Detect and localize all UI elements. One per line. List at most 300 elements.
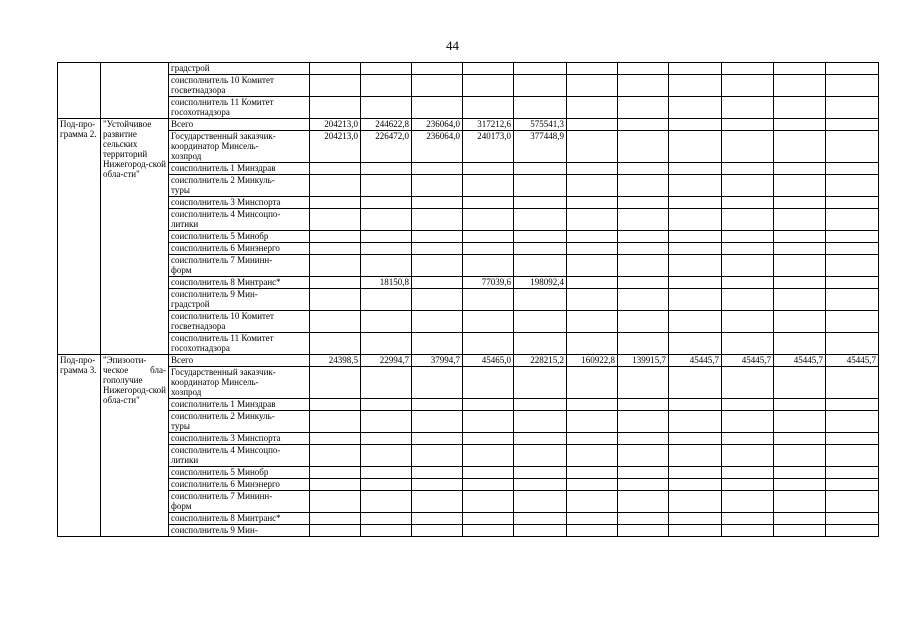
value-cell <box>463 525 514 537</box>
executor-cell <box>169 131 310 163</box>
executor-cell <box>169 75 310 97</box>
value-cell <box>463 445 514 467</box>
value-cell <box>669 131 722 163</box>
executor-line: соисполнитель 11 Комитет <box>171 97 274 107</box>
executor-line: соисполнитель 9 Мин- <box>171 289 258 299</box>
value-cell <box>567 467 618 479</box>
value-cell <box>826 175 879 197</box>
executor-line: соисполнитель 7 Мининн- <box>171 255 273 265</box>
value-cell <box>412 467 463 479</box>
executor-line: хозпрод <box>171 151 202 161</box>
value-cell <box>310 175 361 197</box>
value-cell <box>618 131 669 163</box>
value-cell: 204213,0 <box>310 131 361 163</box>
value-cell <box>826 479 879 491</box>
value-cell <box>618 119 669 131</box>
value-cell <box>669 513 722 525</box>
value-cell <box>774 131 826 163</box>
executor-line: соисполнитель 1 Минздрав <box>171 163 276 173</box>
value-cell <box>567 243 618 255</box>
value-cell <box>567 289 618 311</box>
value-cell <box>412 175 463 197</box>
value-cell <box>567 75 618 97</box>
executor-cell <box>169 209 310 231</box>
value-cell <box>826 433 879 445</box>
value-cell <box>669 255 722 277</box>
executor-line: госветнадзора <box>171 321 226 331</box>
value-cell <box>722 433 774 445</box>
value-cell <box>722 311 774 333</box>
value-cell <box>669 411 722 433</box>
value-cell <box>412 75 463 97</box>
value-cell <box>310 197 361 209</box>
value-cell <box>826 131 879 163</box>
value-cell <box>722 445 774 467</box>
value-cell <box>826 399 879 411</box>
value-cell: 236064,0 <box>412 131 463 163</box>
value-cell <box>310 97 361 119</box>
value-cell <box>310 75 361 97</box>
table-row <box>58 367 879 399</box>
executor-line: соисполнитель 3 Минспорта <box>171 433 281 443</box>
value-cell <box>618 311 669 333</box>
value-cell <box>774 399 826 411</box>
value-cell: 22994,7 <box>361 355 412 367</box>
value-cell <box>774 163 826 175</box>
value-cell: 45445,7 <box>722 355 774 367</box>
value-cell <box>361 525 412 537</box>
value-cell <box>412 277 463 289</box>
executor-line: Государственный заказчик- <box>171 367 276 377</box>
value-cell <box>618 445 669 467</box>
value-cell <box>722 333 774 355</box>
value-cell <box>463 311 514 333</box>
executor-line: соисполнитель 2 Минкуль- <box>171 411 275 421</box>
value-cell <box>774 367 826 399</box>
executor-cell <box>169 163 310 175</box>
value-cell <box>412 479 463 491</box>
value-cell <box>361 311 412 333</box>
value-cell <box>618 399 669 411</box>
value-cell <box>412 97 463 119</box>
executor-cell <box>169 479 310 491</box>
executor-cell <box>169 399 310 411</box>
table-row <box>58 399 879 411</box>
value-cell <box>463 97 514 119</box>
value-cell <box>669 399 722 411</box>
value-cell <box>774 467 826 479</box>
value-cell <box>412 255 463 277</box>
value-cell <box>669 97 722 119</box>
value-cell <box>722 411 774 433</box>
value-cell <box>463 163 514 175</box>
value-cell <box>722 255 774 277</box>
value-cell <box>514 333 567 355</box>
value-cell <box>774 289 826 311</box>
value-cell <box>722 197 774 209</box>
value-cell <box>463 243 514 255</box>
value-cell <box>567 97 618 119</box>
value-cell: 77039,6 <box>463 277 514 289</box>
table-row <box>58 355 879 367</box>
executor-cell <box>169 175 310 197</box>
value-cell <box>412 433 463 445</box>
table-row <box>58 75 879 97</box>
value-cell <box>618 197 669 209</box>
value-cell <box>618 433 669 445</box>
value-cell <box>361 479 412 491</box>
value-cell <box>567 399 618 411</box>
value-cell <box>669 491 722 513</box>
value-cell <box>567 513 618 525</box>
executor-line: градстрой <box>171 63 210 73</box>
value-cell <box>514 479 567 491</box>
value-cell <box>361 231 412 243</box>
value-cell <box>826 491 879 513</box>
value-cell <box>412 367 463 399</box>
value-cell: 575541,3 <box>514 119 567 131</box>
executor-cell <box>169 467 310 479</box>
value-cell <box>722 491 774 513</box>
value-cell <box>361 411 412 433</box>
value-cell <box>826 231 879 243</box>
value-cell <box>310 255 361 277</box>
executor-line: форм <box>171 501 192 511</box>
executor-line: соисполнитель 10 Комитет <box>171 75 274 85</box>
value-cell <box>514 289 567 311</box>
executor-line: госохотнадзора <box>171 107 230 117</box>
value-cell <box>310 479 361 491</box>
value-cell <box>463 175 514 197</box>
value-cell <box>310 209 361 231</box>
value-cell <box>826 119 879 131</box>
value-cell <box>361 97 412 119</box>
value-cell <box>310 231 361 243</box>
value-cell <box>514 445 567 467</box>
value-cell <box>310 411 361 433</box>
value-cell <box>567 311 618 333</box>
value-cell <box>463 513 514 525</box>
value-cell: 236064,0 <box>412 119 463 131</box>
value-cell <box>618 467 669 479</box>
value-cell <box>361 175 412 197</box>
value-cell: 317212,6 <box>463 119 514 131</box>
value-cell <box>514 367 567 399</box>
value-cell <box>567 131 618 163</box>
value-cell <box>826 289 879 311</box>
value-cell <box>310 445 361 467</box>
value-cell <box>722 399 774 411</box>
value-cell: 18150,8 <box>361 277 412 289</box>
value-cell <box>669 63 722 75</box>
value-cell <box>463 197 514 209</box>
executor-line: литики <box>171 219 199 229</box>
value-cell <box>361 491 412 513</box>
value-cell <box>567 491 618 513</box>
value-cell <box>722 163 774 175</box>
value-cell: 198092,4 <box>514 277 567 289</box>
value-cell <box>514 255 567 277</box>
executor-cell <box>169 231 310 243</box>
value-cell <box>463 75 514 97</box>
table-row <box>58 255 879 277</box>
subprogram-name-cell: "Эпизооти-ческое бла-гополучие Нижегород-ской обла-сти" <box>101 355 169 537</box>
value-cell <box>463 491 514 513</box>
executor-cell <box>169 367 310 399</box>
value-cell <box>310 63 361 75</box>
executor-line: соисполнитель 1 Минздрав <box>171 399 276 409</box>
value-cell <box>722 209 774 231</box>
value-cell <box>774 97 826 119</box>
value-cell: 45465,0 <box>463 355 514 367</box>
table-row <box>58 97 879 119</box>
executor-line: госветнадзора <box>171 85 226 95</box>
value-cell <box>618 289 669 311</box>
executor-cell <box>169 197 310 209</box>
value-cell <box>669 75 722 97</box>
value-cell <box>567 197 618 209</box>
value-cell <box>669 333 722 355</box>
value-cell <box>310 467 361 479</box>
value-cell <box>722 97 774 119</box>
executor-line: форм <box>171 265 192 275</box>
value-cell <box>669 231 722 243</box>
value-cell <box>722 525 774 537</box>
executor-cell <box>169 525 310 537</box>
value-cell <box>412 197 463 209</box>
value-cell <box>412 243 463 255</box>
value-cell <box>826 75 879 97</box>
value-cell <box>361 209 412 231</box>
value-cell <box>669 277 722 289</box>
value-cell: 228215,2 <box>514 355 567 367</box>
table-row <box>58 289 879 311</box>
value-cell <box>310 163 361 175</box>
value-cell <box>514 525 567 537</box>
value-cell <box>618 491 669 513</box>
value-cell <box>361 467 412 479</box>
value-cell <box>463 433 514 445</box>
value-cell <box>361 243 412 255</box>
value-cell <box>826 277 879 289</box>
value-cell: 45445,7 <box>774 355 826 367</box>
value-cell <box>826 445 879 467</box>
executor-cell <box>169 243 310 255</box>
value-cell: 37994,7 <box>412 355 463 367</box>
subprogram-cell: Под-про-грамма 2. <box>58 119 101 355</box>
budget-table <box>57 62 879 537</box>
value-cell <box>361 367 412 399</box>
value-cell <box>361 433 412 445</box>
value-cell <box>463 289 514 311</box>
value-cell <box>310 513 361 525</box>
executor-cell <box>169 255 310 277</box>
table-row <box>58 243 879 255</box>
value-cell <box>774 231 826 243</box>
table-row <box>58 231 879 243</box>
value-cell <box>567 411 618 433</box>
value-cell <box>669 289 722 311</box>
value-cell <box>310 367 361 399</box>
value-cell <box>826 525 879 537</box>
executor-line: туры <box>171 185 190 195</box>
value-cell <box>310 243 361 255</box>
value-cell <box>669 163 722 175</box>
table-row <box>58 333 879 355</box>
executor-cell <box>169 445 310 467</box>
value-cell <box>774 175 826 197</box>
value-cell <box>618 479 669 491</box>
table-row <box>58 479 879 491</box>
executor-line: соисполнитель 8 Минтранс* <box>171 277 281 287</box>
value-cell <box>618 231 669 243</box>
value-cell: 204213,0 <box>310 119 361 131</box>
value-cell <box>774 333 826 355</box>
value-cell <box>826 411 879 433</box>
value-cell <box>722 131 774 163</box>
value-cell <box>774 255 826 277</box>
table-body <box>58 63 879 537</box>
value-cell <box>722 467 774 479</box>
value-cell <box>412 525 463 537</box>
value-cell <box>826 333 879 355</box>
value-cell <box>463 399 514 411</box>
value-cell <box>722 367 774 399</box>
value-cell <box>412 231 463 243</box>
value-cell <box>774 479 826 491</box>
subprogram-cell: Под-про-грамма 3. <box>58 355 101 537</box>
value-cell: 240173,0 <box>463 131 514 163</box>
value-cell <box>826 513 879 525</box>
value-cell <box>412 209 463 231</box>
table-row <box>58 491 879 513</box>
value-cell <box>618 243 669 255</box>
value-cell <box>618 513 669 525</box>
value-cell <box>361 513 412 525</box>
value-cell <box>774 243 826 255</box>
table-row <box>58 411 879 433</box>
table-row <box>58 209 879 231</box>
value-cell: 45445,7 <box>669 355 722 367</box>
value-cell <box>310 333 361 355</box>
value-cell <box>567 525 618 537</box>
value-cell <box>669 175 722 197</box>
value-cell <box>774 209 826 231</box>
value-cell <box>412 289 463 311</box>
value-cell <box>514 433 567 445</box>
value-cell <box>826 63 879 75</box>
table-row <box>58 467 879 479</box>
executor-cell <box>169 433 310 445</box>
value-cell <box>722 289 774 311</box>
value-cell <box>669 197 722 209</box>
value-cell <box>826 209 879 231</box>
value-cell <box>361 255 412 277</box>
executor-cell <box>169 355 310 367</box>
table-row <box>58 513 879 525</box>
value-cell <box>618 163 669 175</box>
value-cell: 45445,7 <box>826 355 879 367</box>
value-cell <box>618 209 669 231</box>
value-cell <box>722 277 774 289</box>
subprogram-name-cell <box>101 63 169 119</box>
value-cell <box>514 399 567 411</box>
value-cell <box>567 479 618 491</box>
value-cell <box>514 197 567 209</box>
value-cell <box>463 255 514 277</box>
executor-line: соисполнитель 10 Комитет <box>171 311 274 321</box>
value-cell <box>463 467 514 479</box>
value-cell <box>514 467 567 479</box>
value-cell <box>618 97 669 119</box>
value-cell <box>774 63 826 75</box>
value-cell <box>310 399 361 411</box>
value-cell <box>310 433 361 445</box>
value-cell <box>361 333 412 355</box>
value-cell <box>412 333 463 355</box>
value-cell <box>514 231 567 243</box>
value-cell <box>514 97 567 119</box>
value-cell <box>618 333 669 355</box>
value-cell <box>514 311 567 333</box>
executor-line: градстрой <box>171 299 210 309</box>
value-cell <box>618 175 669 197</box>
value-cell <box>774 433 826 445</box>
value-cell <box>722 479 774 491</box>
value-cell <box>669 433 722 445</box>
executor-line: соисполнитель 8 Минтранс* <box>171 513 281 523</box>
table-row <box>58 197 879 209</box>
table-row <box>58 131 879 163</box>
value-cell <box>567 163 618 175</box>
executor-cell <box>169 97 310 119</box>
executor-line: соисполнитель 4 Минсоцпо- <box>171 209 281 219</box>
value-cell <box>514 411 567 433</box>
value-cell <box>463 231 514 243</box>
value-cell <box>567 255 618 277</box>
value-cell <box>669 445 722 467</box>
value-cell <box>774 491 826 513</box>
value-cell <box>514 63 567 75</box>
value-cell <box>826 163 879 175</box>
value-cell: 226472,0 <box>361 131 412 163</box>
value-cell <box>669 479 722 491</box>
value-cell <box>567 445 618 467</box>
value-cell <box>310 491 361 513</box>
value-cell <box>826 243 879 255</box>
executor-line: Всего <box>171 355 194 365</box>
table-row <box>58 277 879 289</box>
value-cell <box>826 255 879 277</box>
value-cell <box>774 445 826 467</box>
value-cell <box>310 525 361 537</box>
value-cell <box>618 367 669 399</box>
value-cell: 139915,7 <box>618 355 669 367</box>
value-cell <box>361 63 412 75</box>
value-cell <box>310 277 361 289</box>
table-row <box>58 63 879 75</box>
value-cell <box>722 119 774 131</box>
subprogram-name-cell: "Устойчивое развитие сельских территорий Нижегород-ской обла-сти" <box>101 119 169 355</box>
value-cell <box>669 119 722 131</box>
subprogram-cell <box>58 63 101 119</box>
value-cell <box>514 163 567 175</box>
value-cell <box>567 277 618 289</box>
value-cell <box>514 513 567 525</box>
executor-cell <box>169 411 310 433</box>
value-cell <box>826 311 879 333</box>
executor-cell <box>169 311 310 333</box>
